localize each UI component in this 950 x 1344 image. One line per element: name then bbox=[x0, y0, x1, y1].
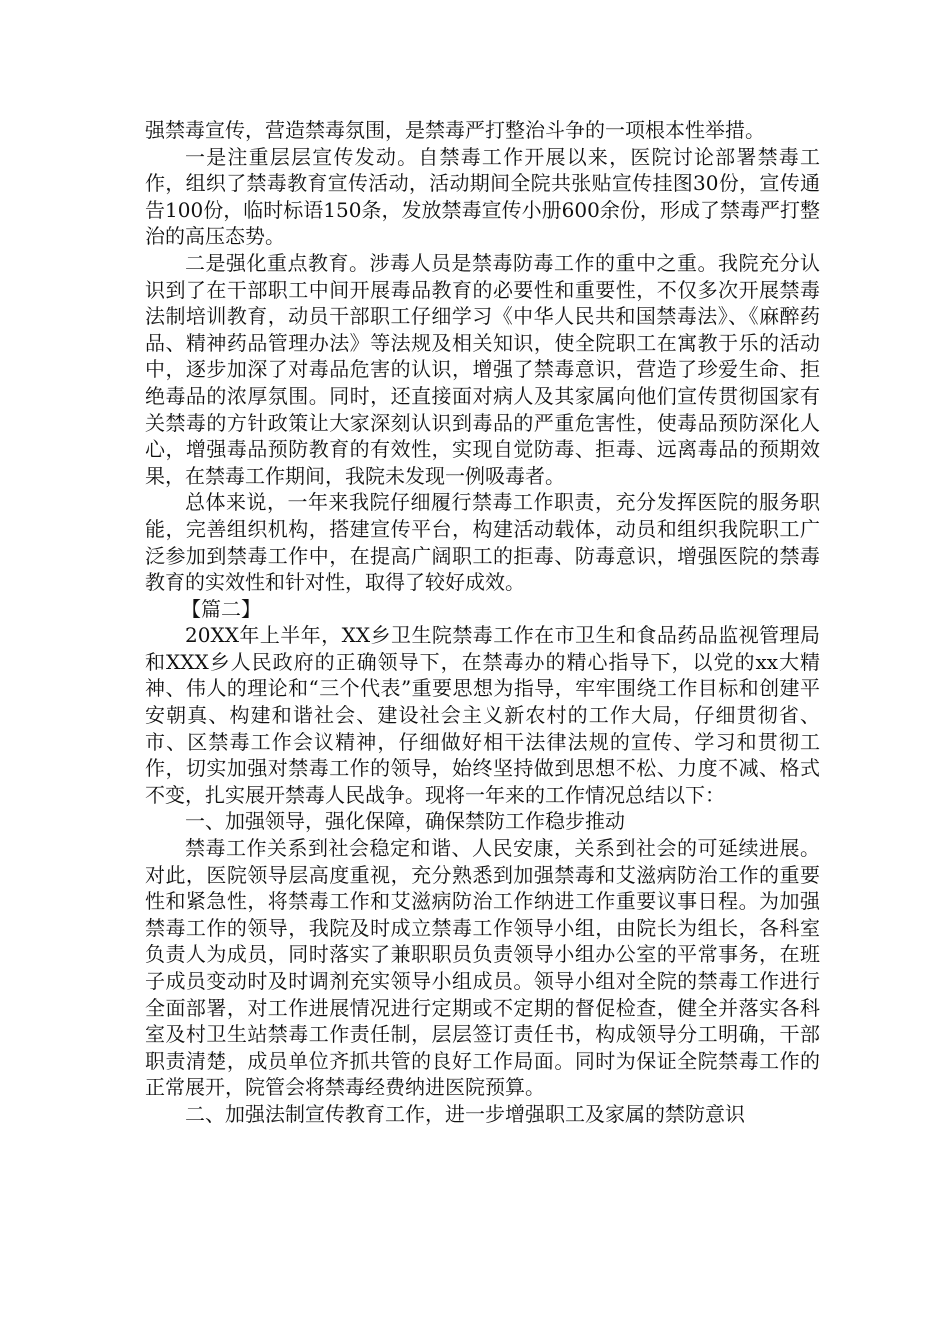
paragraph-6: 禁毒工作关系到社会稳定和谐、人民安康，关系到社会的可延续进展。对此，医院领导层高度重视，充分熟悉到加强禁毒和艾滋病防治工作的重要性和紧急性，将禁毒工作和艾滋病防治工作纳进工作重要议事日程。为加强禁毒工作的领导，我院及时成立禁毒工作领导小组，由院长为组长，各科室负责人为成员，同时落实了兼职职员负责领导小组办公室的平常事务，在班子成员变动时及时调剂充实领导小组成员。领导小组对全院的禁毒工作进行全面部署，对工作进展情况进行定期或不定期的督促检查，健全并落实各科室及村卫生站禁毒工作责任制，层层签订责任书，构成领导分工明确，干部职责清楚，成员单位齐抓共管的良好工作局面。同时为保证全院禁毒工作的正常展开，院管会将禁毒经费纳进医院预算。 bbox=[145, 836, 820, 1100]
subheading-1: 一、加强领导，强化保障，确保禁防工作稳步推动 bbox=[185, 809, 625, 834]
paragraph-1: 强禁毒宣传，营造禁毒氛围，是禁毒严打整治斗争的一项根本性举措。 bbox=[145, 118, 765, 142]
paragraph-3: 二是强化重点教育。涉毒人员是禁毒防毒工作的重中之重。我院充分认识到了在干部职工中间开展毒品教育的必要性和重要性，不仅多次开展禁毒法制培训教育，动员干部职工仔细学习《中华人民共和国禁毒法》、《麻醉药品、精神药品管理办法》等法规及相关知识，使全院职工在寓教于乐的活动中，逐步加深了对毒品危害的认识，增强了禁毒意识，营造了珍爱生命、拒绝毒品的浓厚氛围。同时，还直接面对病人及其家属向他们宣传贯彻国家有关禁毒的方针政策让大家深刻认识到毒品的严重危害性，使毒品预防深化人心，增强毒品预防教育的有效性，实现自觉防毒、拒毒、远离毒品的预期效果，在禁毒工作期间，我院未发现一例吸毒者。 bbox=[145, 250, 820, 488]
subheading-2: 二、加强法制宣传教育工作，进一步增强职工及家属的禁防意识 bbox=[185, 1101, 745, 1126]
section-heading-part-two: 【篇二】 bbox=[181, 596, 261, 621]
paragraph-4: 总体来说，一年来我院仔细履行禁毒工作职责，充分发挥医院的服务职能，完善组织机构，搭建宣传平台，构建活动载体，动员和组织我院职工广泛参加到禁毒工作中，在提高广阔职工的拒毒、防毒意识，增强医院的禁毒教育的实效性和针对性，取得了较好成效。 bbox=[145, 490, 820, 595]
document-page bbox=[145, 117, 820, 1128]
paragraph-5: 20XX年上半年，XX乡卫生院禁毒工作在市卫生和食品药品监视管理局和XXX乡人民政府的正确领导下，在禁毒办的精心指导下，以党的xx大精神、伟人的理论和“三个代表”重要思想为指导，牢牢围绕工作目标和创建平安朝真、构建和谐社会、建设社会主义新农村的工作大局，仔细贯彻省、市、区禁毒工作会议精神，仔细做好相干法律法规的宣传、学习和贯彻工作，切实加强对禁毒工作的领导，始终坚持做到思想不松、力度不减、格式不变，扎实展开禁毒人民战争。现将一年来的工作情况总结以下： bbox=[145, 623, 820, 807]
paragraph-2: 一是注重层层宣传发动。自禁毒工作开展以来，医院讨论部署禁毒工作，组织了禁毒教育宣传活动，活动期间全院共张贴宣传挂图30份，宣传通告100份，临时标语150条，发放禁毒宣传小册600余份，形成了禁毒严打整治的高压态势。 bbox=[145, 144, 820, 249]
